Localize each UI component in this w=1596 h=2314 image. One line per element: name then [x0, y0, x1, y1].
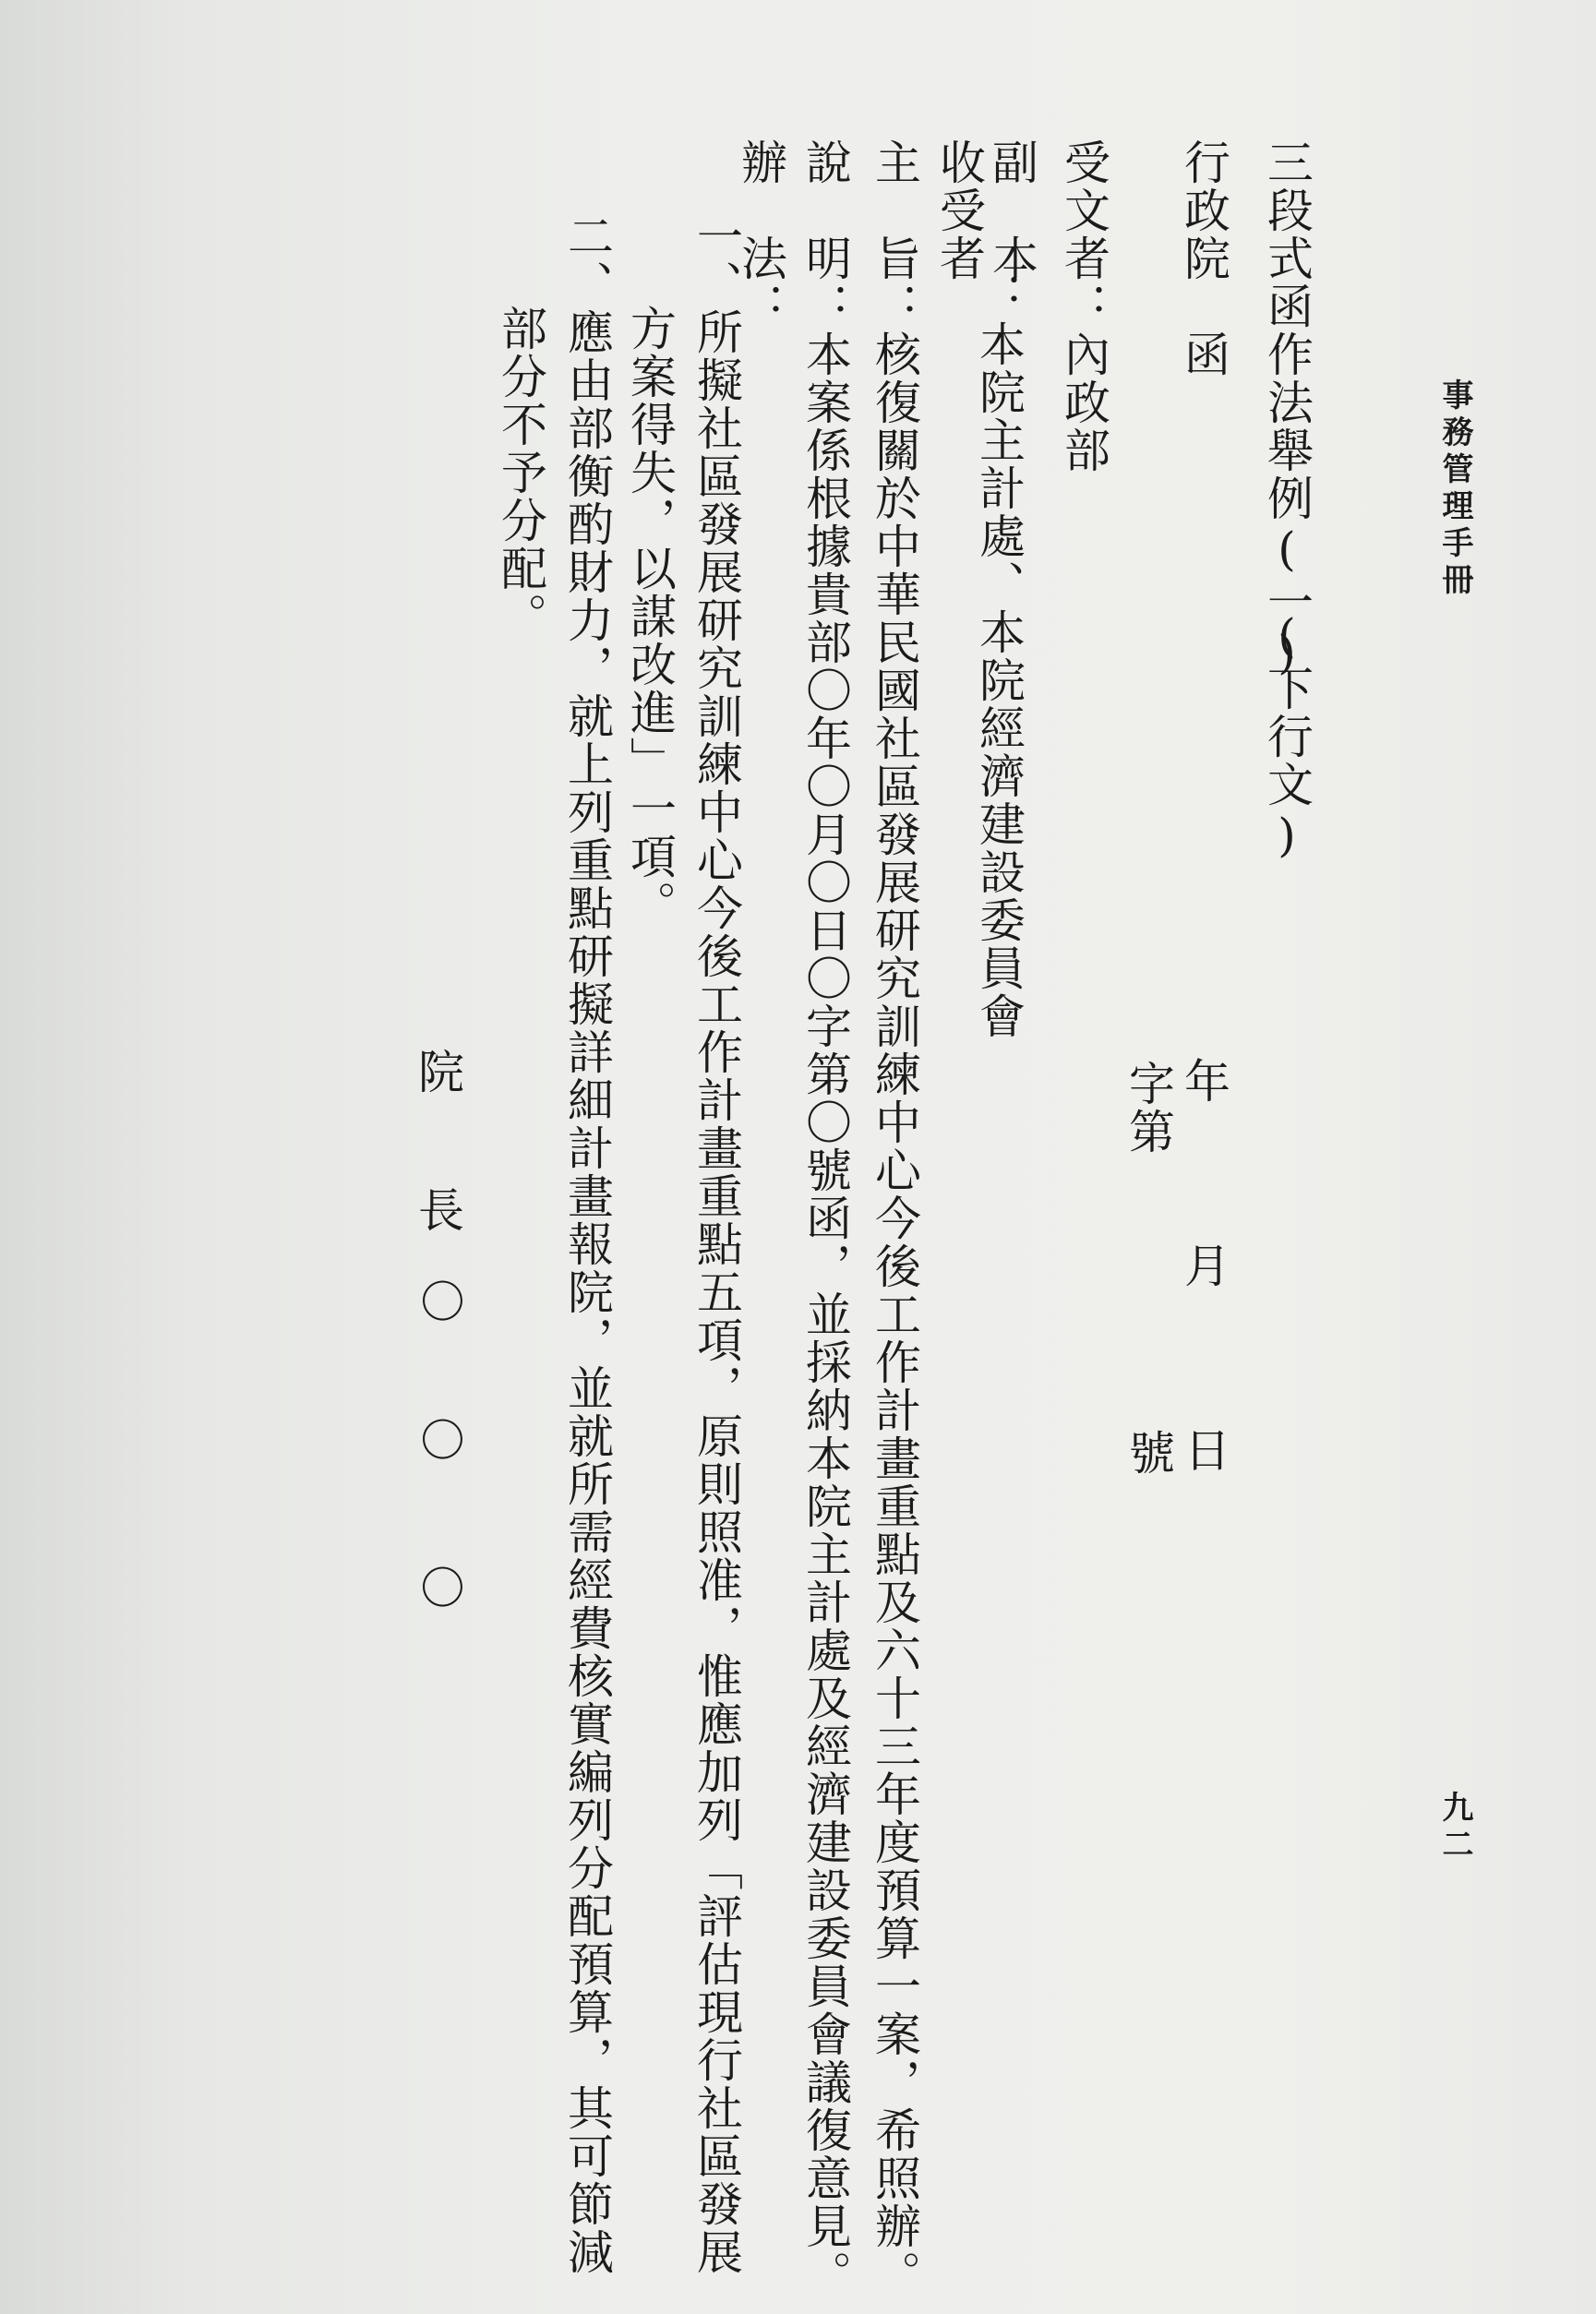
signature-title-1: 院	[411, 1048, 464, 1096]
page-number: 九二	[1436, 1791, 1473, 1864]
date-month: 月	[1177, 1241, 1230, 1289]
method-item-1-line-2: 方案得失，以謀改進」一項。	[623, 305, 677, 929]
explanation: 說 明：本案係根據貴部〇年〇月〇日〇字第〇號函，並採納本院主計處及經濟建設委員會議復意見。	[798, 138, 852, 2298]
date-year: 年	[1177, 1057, 1230, 1105]
copy-label-1: 副 本	[985, 138, 1038, 282]
recipient: 受文者：內政部	[1057, 138, 1110, 474]
method-item-2-line-1: 二、應由部衡酌財力，就上列重點研擬詳細計畫報院，並就所需經費核實編列分配預算，其可節減	[560, 212, 614, 2276]
copy-value: ：本院主計處、本院經濟建設委員會	[972, 272, 1026, 1040]
copy-label-2: 收受者	[932, 138, 986, 282]
method-item-1-line-1: 一、所擬社區發展研究訓練中心今後工作計畫重點五項，原則照准，惟應加列「評估現行社區發展	[690, 212, 743, 2276]
book-title: 事務管理手冊	[1436, 378, 1473, 600]
signature-title-2: 長	[411, 1186, 464, 1234]
ref-word: 字第	[1122, 1060, 1175, 1156]
subject: 主 旨：核復關於中華民國社區發展研究訓練中心今後工作計畫重點及六十三年度預算一案，希照辦。	[868, 138, 921, 2298]
signature-circle-2: 〇	[413, 1417, 464, 1463]
ref-number: 號	[1122, 1429, 1175, 1477]
issuer: 行政院 函	[1177, 138, 1230, 378]
method-item-2-line-2: 部分不予分配。	[494, 305, 547, 641]
date-day: 日	[1177, 1426, 1230, 1474]
signature-circle-1: 〇	[413, 1278, 464, 1325]
example-subtitle: (下行文)	[1260, 609, 1314, 864]
signature-circle-3: 〇	[413, 1565, 464, 1611]
method-label: 辦 法：	[734, 138, 787, 330]
example-title: 三段式函作法舉例(一)	[1260, 138, 1314, 681]
